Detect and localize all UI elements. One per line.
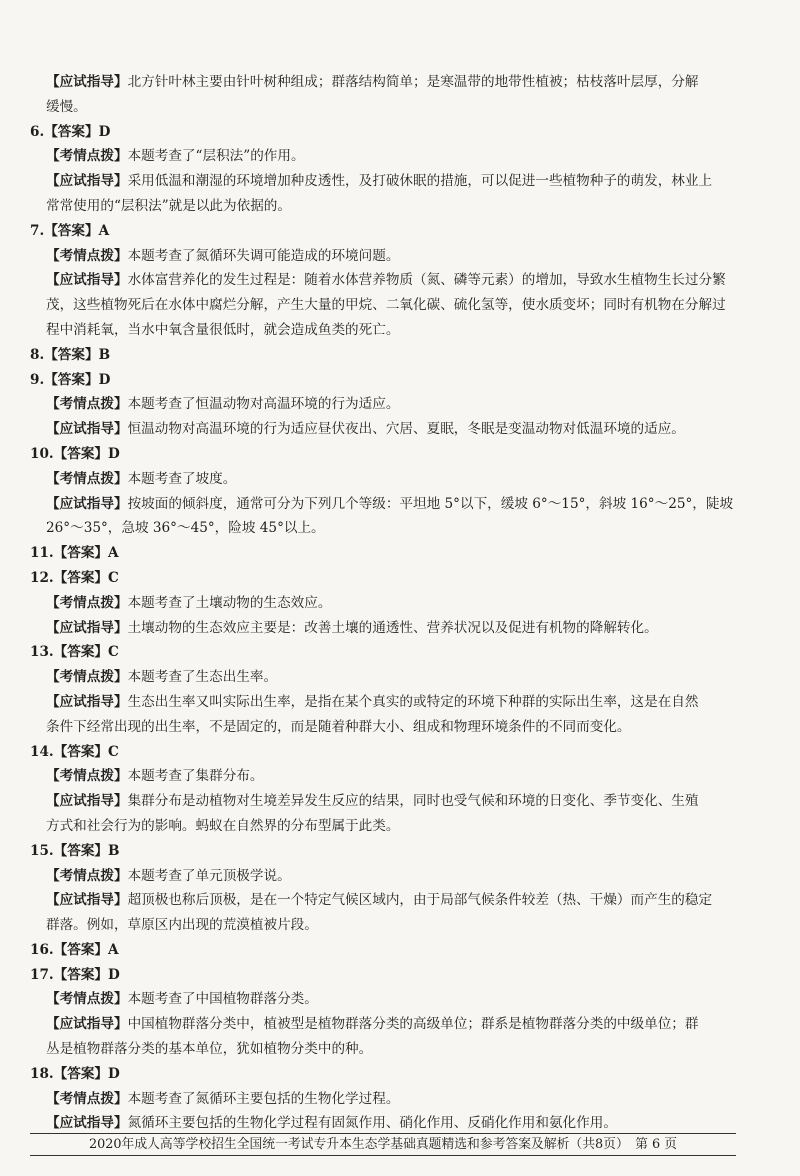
section-tag: 【应试指导】 (46, 272, 128, 289)
continuation-line: 方式和社会行为的影响。蚂蚁在自然界的分布型属于此类。 (46, 817, 400, 834)
guide-text: 北方针叶林主要由针叶树种组成；群落结构简单；是寒温带的地带性植被；枯枝落叶层厚，分解 (127, 74, 699, 90)
guide-line (30, 268, 750, 293)
continuation-line: 条件下经常出现的出生率，不是固定的，而是随着种群大小、组成和物理环境条件的不同而变化。 (46, 718, 631, 735)
guide-text: 本题考查了中国植物群落分类。 (127, 991, 318, 1008)
guide-line (30, 492, 750, 517)
section-tag: 【考情点拨】 (46, 396, 128, 413)
section-tag: 【应试指导】 (46, 173, 128, 190)
answer-heading: 15.【答案】B (30, 842, 120, 859)
guide-line (30, 789, 750, 814)
continuation-line: 茂，这些植物死后在水体中腐烂分解，产生大量的甲烷、二氧化碳、硫化氢等，使水质变坏；同时有机物在分解过 (46, 297, 726, 314)
guide-text: 按坡面的倾斜度，通常可分为下列几个等级：平坦地 5°以下，缓坡 6°～15°，斜坡 16°～25°，陡坡 (127, 495, 734, 512)
answer-heading: 16.【答案】A (30, 941, 119, 958)
guide-line (30, 169, 750, 194)
guide-text: 本题考查了生态出生率。 (127, 669, 278, 686)
section-tag: 【应试指导】 (46, 793, 128, 810)
guide-text: 本题考查了“层积法”的作用。 (127, 148, 305, 165)
guide-text: 本题考查了坡度。 (127, 470, 237, 487)
answer-heading: 14.【答案】C (30, 743, 119, 760)
guide-text: 本题考查了集群分布。 (127, 768, 264, 785)
section-tag: 【考情点拨】 (46, 1090, 128, 1107)
answer-heading: 13.【答案】C (30, 644, 119, 661)
guide-text: 本题考查了单元顶极学说。 (127, 867, 291, 884)
guide-text: 本题考查了土壤动物的生态效应。 (127, 594, 332, 611)
guide-line (30, 690, 750, 715)
continuation-line: 常常使用的“层积法”就是以此为依据的。 (46, 197, 291, 214)
continuation-line: 丛是植物群落分类的基本单位，犹如植物分类中的种。 (46, 1041, 373, 1058)
guide-text: 本题考查了氮循环失调可能造成的环境问题。 (127, 247, 400, 264)
guide-text: 集群分布是动植物对生境差异发生反应的结果，同时也受气候和环境的日变化、季节变化、生殖 (127, 793, 699, 810)
section-tag: 【应试指导】 (46, 693, 128, 710)
section-tag: 【应试指导】 (46, 619, 128, 636)
guide-line (30, 1087, 750, 1112)
guide-text: 超顶极也称后顶极，是在一个特定气候区域内，由于局部气候条件较差（热、干燥）而产生的稳定 (127, 892, 713, 909)
section-tag: 【应试指导】 (46, 1115, 128, 1132)
answer-heading: 17.【答案】D (30, 966, 120, 983)
continuation-line: 26°～35°，急坡 36°～45°，险坡 45°以上。 (46, 520, 325, 537)
section-tag: 【考情点拨】 (46, 867, 128, 884)
section-tag: 【应试指导】 (46, 1016, 128, 1033)
continuation-line: 群落。例如，草原区内出现的荒漠植被片段。 (46, 917, 318, 934)
answer-heading: 10.【答案】D (30, 445, 120, 462)
guide-text: 本题考查了恒温动物对高温环境的行为适应。 (127, 396, 400, 413)
section-tag: 【考情点拨】 (46, 768, 128, 785)
guide-text: 氮循环主要包括的生物化学过程有固氮作用、硝化作用、反硝化作用和氨化作用。 (127, 1115, 617, 1132)
guide-line (30, 417, 750, 442)
guide-line (30, 987, 750, 1012)
guide-text: 水体富营养化的发生过程是：随着水体营养物质（氮、磷等元素）的增加，导致水生植物生长过分繁 (127, 272, 726, 289)
guide-line (30, 665, 750, 690)
guide-line (30, 764, 750, 789)
continuation-line: 程中消耗氧，当水中氧含量很低时，就会造成鱼类的死亡。 (46, 321, 400, 338)
continuation-line: 缓慢。 (46, 98, 87, 115)
section-tag: 【应试指导】 (46, 421, 128, 438)
answer-heading: 6.【答案】D (30, 123, 111, 140)
answer-heading: 18.【答案】D (30, 1065, 120, 1082)
section-tag: 【考情点拨】 (46, 247, 128, 264)
guide-line (30, 864, 750, 889)
section-tag: 【应试指导】 (46, 892, 128, 909)
section-tag: 【考情点拨】 (46, 594, 128, 611)
section-tag: 【考情点拨】 (46, 669, 128, 686)
answer-heading: 8.【答案】B (30, 346, 111, 363)
guide-text: 中国植物群落分类中，植被型是植物群落分类的高级单位；群系是植物群落分类的中级单位；群 (127, 1016, 699, 1033)
answer-heading: 12.【答案】C (30, 569, 119, 586)
section-tag: 【考情点拨】 (46, 148, 128, 165)
guide-line (30, 244, 750, 269)
section-tag: 【应试指导】 (46, 74, 128, 90)
section-tag: 【考情点拨】 (46, 470, 128, 487)
guide-line (30, 144, 750, 169)
guide-line (30, 616, 750, 641)
guide-line (30, 70, 750, 95)
guide-text: 恒温动物对高温环境的行为适应昼伏夜出、穴居、夏眠，冬眠是变温动物对低温环境的适应。 (127, 421, 685, 438)
answer-heading: 9.【答案】D (30, 371, 111, 388)
answer-heading: 7.【答案】A (30, 222, 110, 239)
answer-content (30, 70, 750, 1136)
page-footer: 2020年成人高等学校招生全国统一考试专升本生态学基础真题精选和参考答案及解析（共8页） 第 6 页 (30, 1133, 736, 1156)
guide-text: 采用低温和潮湿的环境增加种皮透性，及打破休眠的措施，可以促进一些植物种子的萌发，林业上 (127, 173, 713, 190)
section-tag: 【应试指导】 (46, 495, 128, 512)
guide-line (30, 1012, 750, 1037)
guide-line (30, 591, 750, 616)
guide-line (30, 392, 750, 417)
answer-heading: 11.【答案】A (30, 545, 119, 562)
guide-text: 土壤动物的生态效应主要是：改善土壤的通透性、营养状况以及促进有机物的降解转化。 (127, 619, 658, 636)
guide-text: 本题考查了氮循环主要包括的生物化学过程。 (127, 1090, 400, 1107)
guide-line (30, 888, 750, 913)
guide-text: 生态出生率又叫实际出生率，是指在某个真实的或特定的环境下种群的实际出生率，这是在自然 (127, 693, 699, 710)
guide-line (30, 467, 750, 492)
section-tag: 【考情点拨】 (46, 991, 128, 1008)
